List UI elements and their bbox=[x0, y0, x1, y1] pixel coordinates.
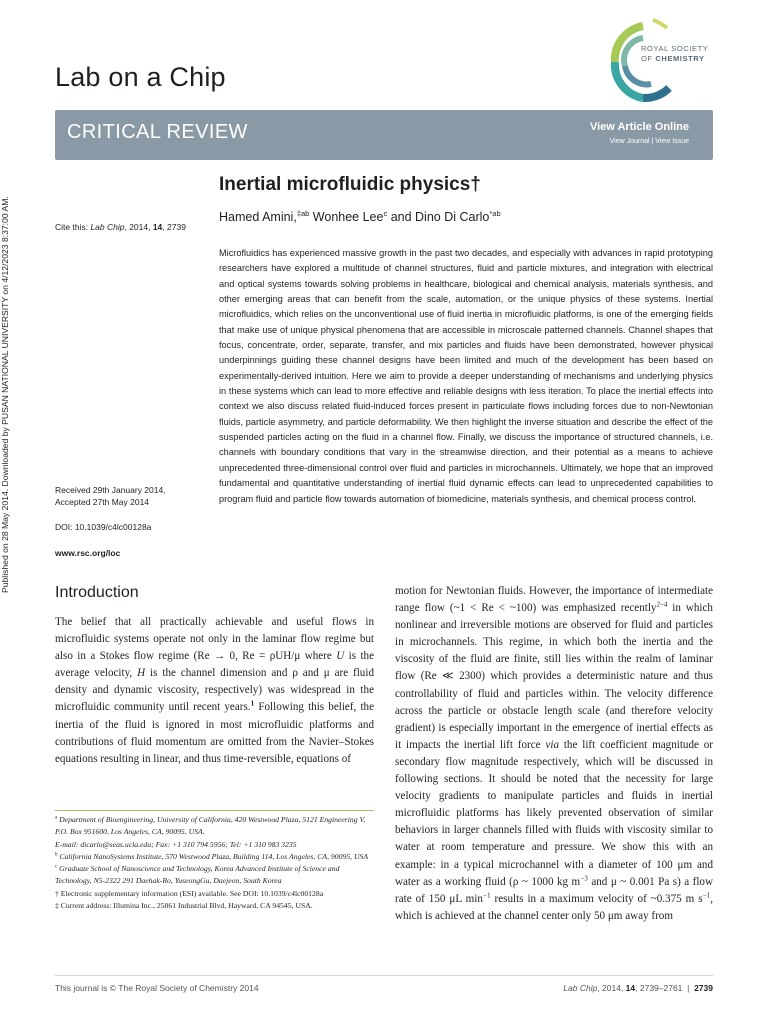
intro-symbol: H bbox=[137, 667, 146, 680]
rsc-logo-text bbox=[641, 44, 708, 64]
intro-text: is the average velocity, bbox=[55, 650, 374, 680]
logo-line2-bold: CHEMISTRY bbox=[655, 54, 705, 63]
reference-link[interactable]: 1 bbox=[250, 699, 255, 708]
intro-text: in which nonlinear and irreversible motions are observed for fluid and particles in microchannels. This regime, in which both the inertia and the viscosity of the fluid are finite, still lies within the realm of laminar flow (Re ≪ 2300) which provides a deterministic nature and thus controllability of fluid and particles within. The velocity difference across the particle or obstacle length scale (and therefore velocity gradient) is especially important in the emergence of inertial effects as it impacts the inertial lift force bbox=[395, 602, 713, 751]
footnote-a bbox=[55, 814, 374, 839]
author-affiliation: *ab bbox=[489, 208, 501, 218]
doi[interactable]: DOI: 10.1039/c4lc00128a bbox=[55, 522, 152, 532]
author-name: Hamed Amini, bbox=[219, 210, 297, 224]
footer-copyright: This journal is © The Royal Society of Chemistry 2014 bbox=[55, 983, 259, 993]
cite-page: , 2739 bbox=[162, 222, 186, 232]
author-name: Wonhee Lee bbox=[309, 210, 384, 224]
abstract: Microfluidics has experienced massive growth in the past two decades, and especially with advances in rapid prototyping researchers have explored a multitude of channel structures, fluid and particle mixtures, and integration with electrical and optical systems towards solving problems in healthcare, biological and chemical analysis, materials synthesis, and other emerging areas that can benefit from the scale, automation, or the unique physics of these systems. Inertial microfluidics, which relies on the unconventional use of fluid inertia in microfluidic platforms, is one of the emerging fields that make use of unique physical phenomena that are accessible in microscale patterned channels. Channel shapes that focus, concentrate, order, separate, transfer, and mix particles and fluids have been demonstrated, however physical underpinnings guiding these channel designs have been limited and much of the development has been based on experimentally-derived intuition. Here we aim to provide a deeper understanding of mechanisms and underlying physics in these systems which can lead to more effective and reliable designs with less iteration. To place the inertial effects into context we also discuss related fluid-induced forces present in particulate flows including forces due to non-Newtonian fluids, particle asymmetry, and particle deformability. We then highlight the inverse situation and describe the effect of the suspended particles acting on the fluid in a channel flow. Finally, we discuss the importance of structured channels, i.e. channels with boundary conditions that vary in the streamwise direction, and their potential as a means to achieve unprecedented three-dimensional control over fluid and particles in microchannels. Ultimately, we hope that an improved fundamental and quantitative understanding of inertial fluid dynamic effects can lead to unprecedented capabilities to program fluid and particle flow towards automation of biomedicine, materials synthesis, and chemical process control. bbox=[219, 248, 713, 504]
logo-line1: ROYAL SOCIETY bbox=[641, 44, 709, 53]
view-issue-link[interactable]: View Issue bbox=[655, 138, 689, 145]
cite-volume: 14 bbox=[152, 222, 163, 232]
footnote-esi: † Electronic supplementary information (ESI) available. See DOI: 10.1039/c4lc00128a bbox=[55, 888, 324, 898]
footer-pages: , 2739–2761 bbox=[635, 983, 683, 993]
download-note: Published on 28 May 2014. Downloaded by PUSAN NATIONAL UNIVERSITY on 4/12/2023 8:37:00 AM. bbox=[0, 196, 10, 594]
logo-line2-prefix: OF bbox=[641, 54, 656, 63]
intro-text: motion for Newtonian fluids. However, the importance of intermediate range flow (~1 < Re < ~100) was emphasized recently bbox=[395, 585, 713, 615]
intro-text: and μ ~ 0.001 Pa s) a flow rate of 150 μL min bbox=[395, 875, 713, 905]
intro-text: Following this belief, the inertia of the fluid is ignored in most microfluidic platforms and contributions of fluid momentum are omitted from the Navier–Stokes equations resulting in linear, and thus time-reversible, equations of bbox=[55, 701, 374, 765]
cite-year: , 2014, bbox=[124, 222, 153, 232]
article-type: CRITICAL REVIEW bbox=[67, 121, 248, 143]
intro-text: The belief that all practically achievable and useful flows in microfluidic systems operate not only in the laminar flow regime but also in a Stokes flow regime (Re → 0, Re = ρUH/μ where bbox=[55, 616, 374, 663]
accepted-date: Accepted 27th May 2014 bbox=[55, 497, 150, 507]
intro-text: is the channel dimension and ρ and μ are fluid density and dynamic viscosity, respectively) was widespread in the microfluidic community until recent years. bbox=[55, 667, 374, 714]
view-journal-link[interactable]: View Journal bbox=[609, 138, 650, 145]
intro-text: results in a maximum velocity of ~0.375 m s bbox=[490, 892, 703, 905]
intro-emphasis: via bbox=[545, 738, 559, 751]
author-name: and Dino Di Carlo bbox=[387, 210, 490, 224]
author-list bbox=[219, 210, 501, 224]
footnote-a-contact: E-mail: dicarlo@seas.ucla.edu; Fax: +1 310 794 5956; Tel: +1 310 983 3235 bbox=[55, 839, 297, 849]
footnote-text: California NanoSystems Institute, 570 Westwood Plaza, Building 114, Los Angeles, CA, 90095, USA bbox=[57, 851, 369, 861]
page-number: 2739 bbox=[694, 983, 713, 993]
footer-journal: Lab Chip bbox=[563, 983, 598, 993]
footnote-marker: c bbox=[55, 864, 58, 870]
footer-citation bbox=[563, 983, 713, 993]
intro-text: the lift coefficient magnitude or secondary flow magnitude respectively, which will be discussed in following sections. It should be noted that the necessity for large velocity gradients to manipulate particles and fluids in inertial microfluidic platforms has likely prevented observation of similar behaviors in larger channels filled with fluids with viscosity similar to water at room temperature and pressure. We show this with an example: in a typical microchannel with a diameter of 100 μm and water as a working fluid (ρ ~ 1000 kg m bbox=[395, 738, 714, 888]
intro-symbol: U bbox=[336, 650, 345, 663]
journal-website-link[interactable]: www.rsc.org/loc bbox=[55, 548, 121, 558]
footer-volume: 14 bbox=[625, 983, 636, 993]
author-affiliation: ‡ab bbox=[296, 208, 310, 218]
body-text-right-column bbox=[395, 583, 713, 925]
reference-link[interactable]: 2–4 bbox=[656, 600, 668, 609]
footnote-divider bbox=[55, 810, 374, 811]
view-article-online-link[interactable]: View Article Online bbox=[589, 121, 689, 133]
footer-divider bbox=[55, 975, 713, 976]
body-text-left-column bbox=[55, 614, 374, 768]
footnote-current-address: ‡ Current address: Illumina Inc., 25861 Industrial Blvd, Hayward, CA 94545, USA. bbox=[55, 901, 313, 911]
footnote-marker: a bbox=[55, 815, 58, 821]
footnote-text: Graduate School of Nanoscience and Technology, Korea Advanced Institute of Science and Technology, N5-2322 291 Daehak-Ro, YuseongGu, Daejeon, South Korea bbox=[55, 864, 340, 886]
banner-links bbox=[610, 138, 689, 145]
intro-exponent: −3 bbox=[580, 873, 588, 882]
journal-title: Lab on a Chip bbox=[55, 62, 226, 92]
received-date: Received 29th January 2014, bbox=[55, 485, 166, 495]
intro-exponent: −1 bbox=[702, 891, 711, 899]
footnote-marker: b bbox=[55, 852, 58, 858]
banner-link-separator: | bbox=[649, 138, 656, 145]
footer-year: , 2014, bbox=[597, 983, 626, 993]
affiliation-footnotes bbox=[55, 814, 374, 912]
section-heading-introduction: Introduction bbox=[55, 584, 139, 601]
article-title: Inertial microfluidic physics† bbox=[219, 174, 481, 195]
cite-journal: Lab Chip bbox=[90, 222, 125, 232]
cite-label: Cite this: bbox=[55, 222, 91, 232]
citation bbox=[55, 222, 186, 232]
footnote-text: Department of Bioengineering, University of California, 420 Westwood Plaza, 5121 Engineering V, P.O. Box 951600, Los Angeles, CA, 90095, USA. bbox=[55, 815, 366, 837]
author-affiliation: c bbox=[383, 208, 388, 218]
intro-text: , which is achieved at the channel center only 50 μm away from bbox=[395, 892, 714, 922]
intro-exponent: −1 bbox=[482, 891, 491, 899]
footnote-b bbox=[55, 851, 374, 863]
footer-separator: | bbox=[682, 983, 695, 993]
logo-line2 bbox=[641, 54, 708, 64]
footnote-c bbox=[55, 863, 374, 888]
